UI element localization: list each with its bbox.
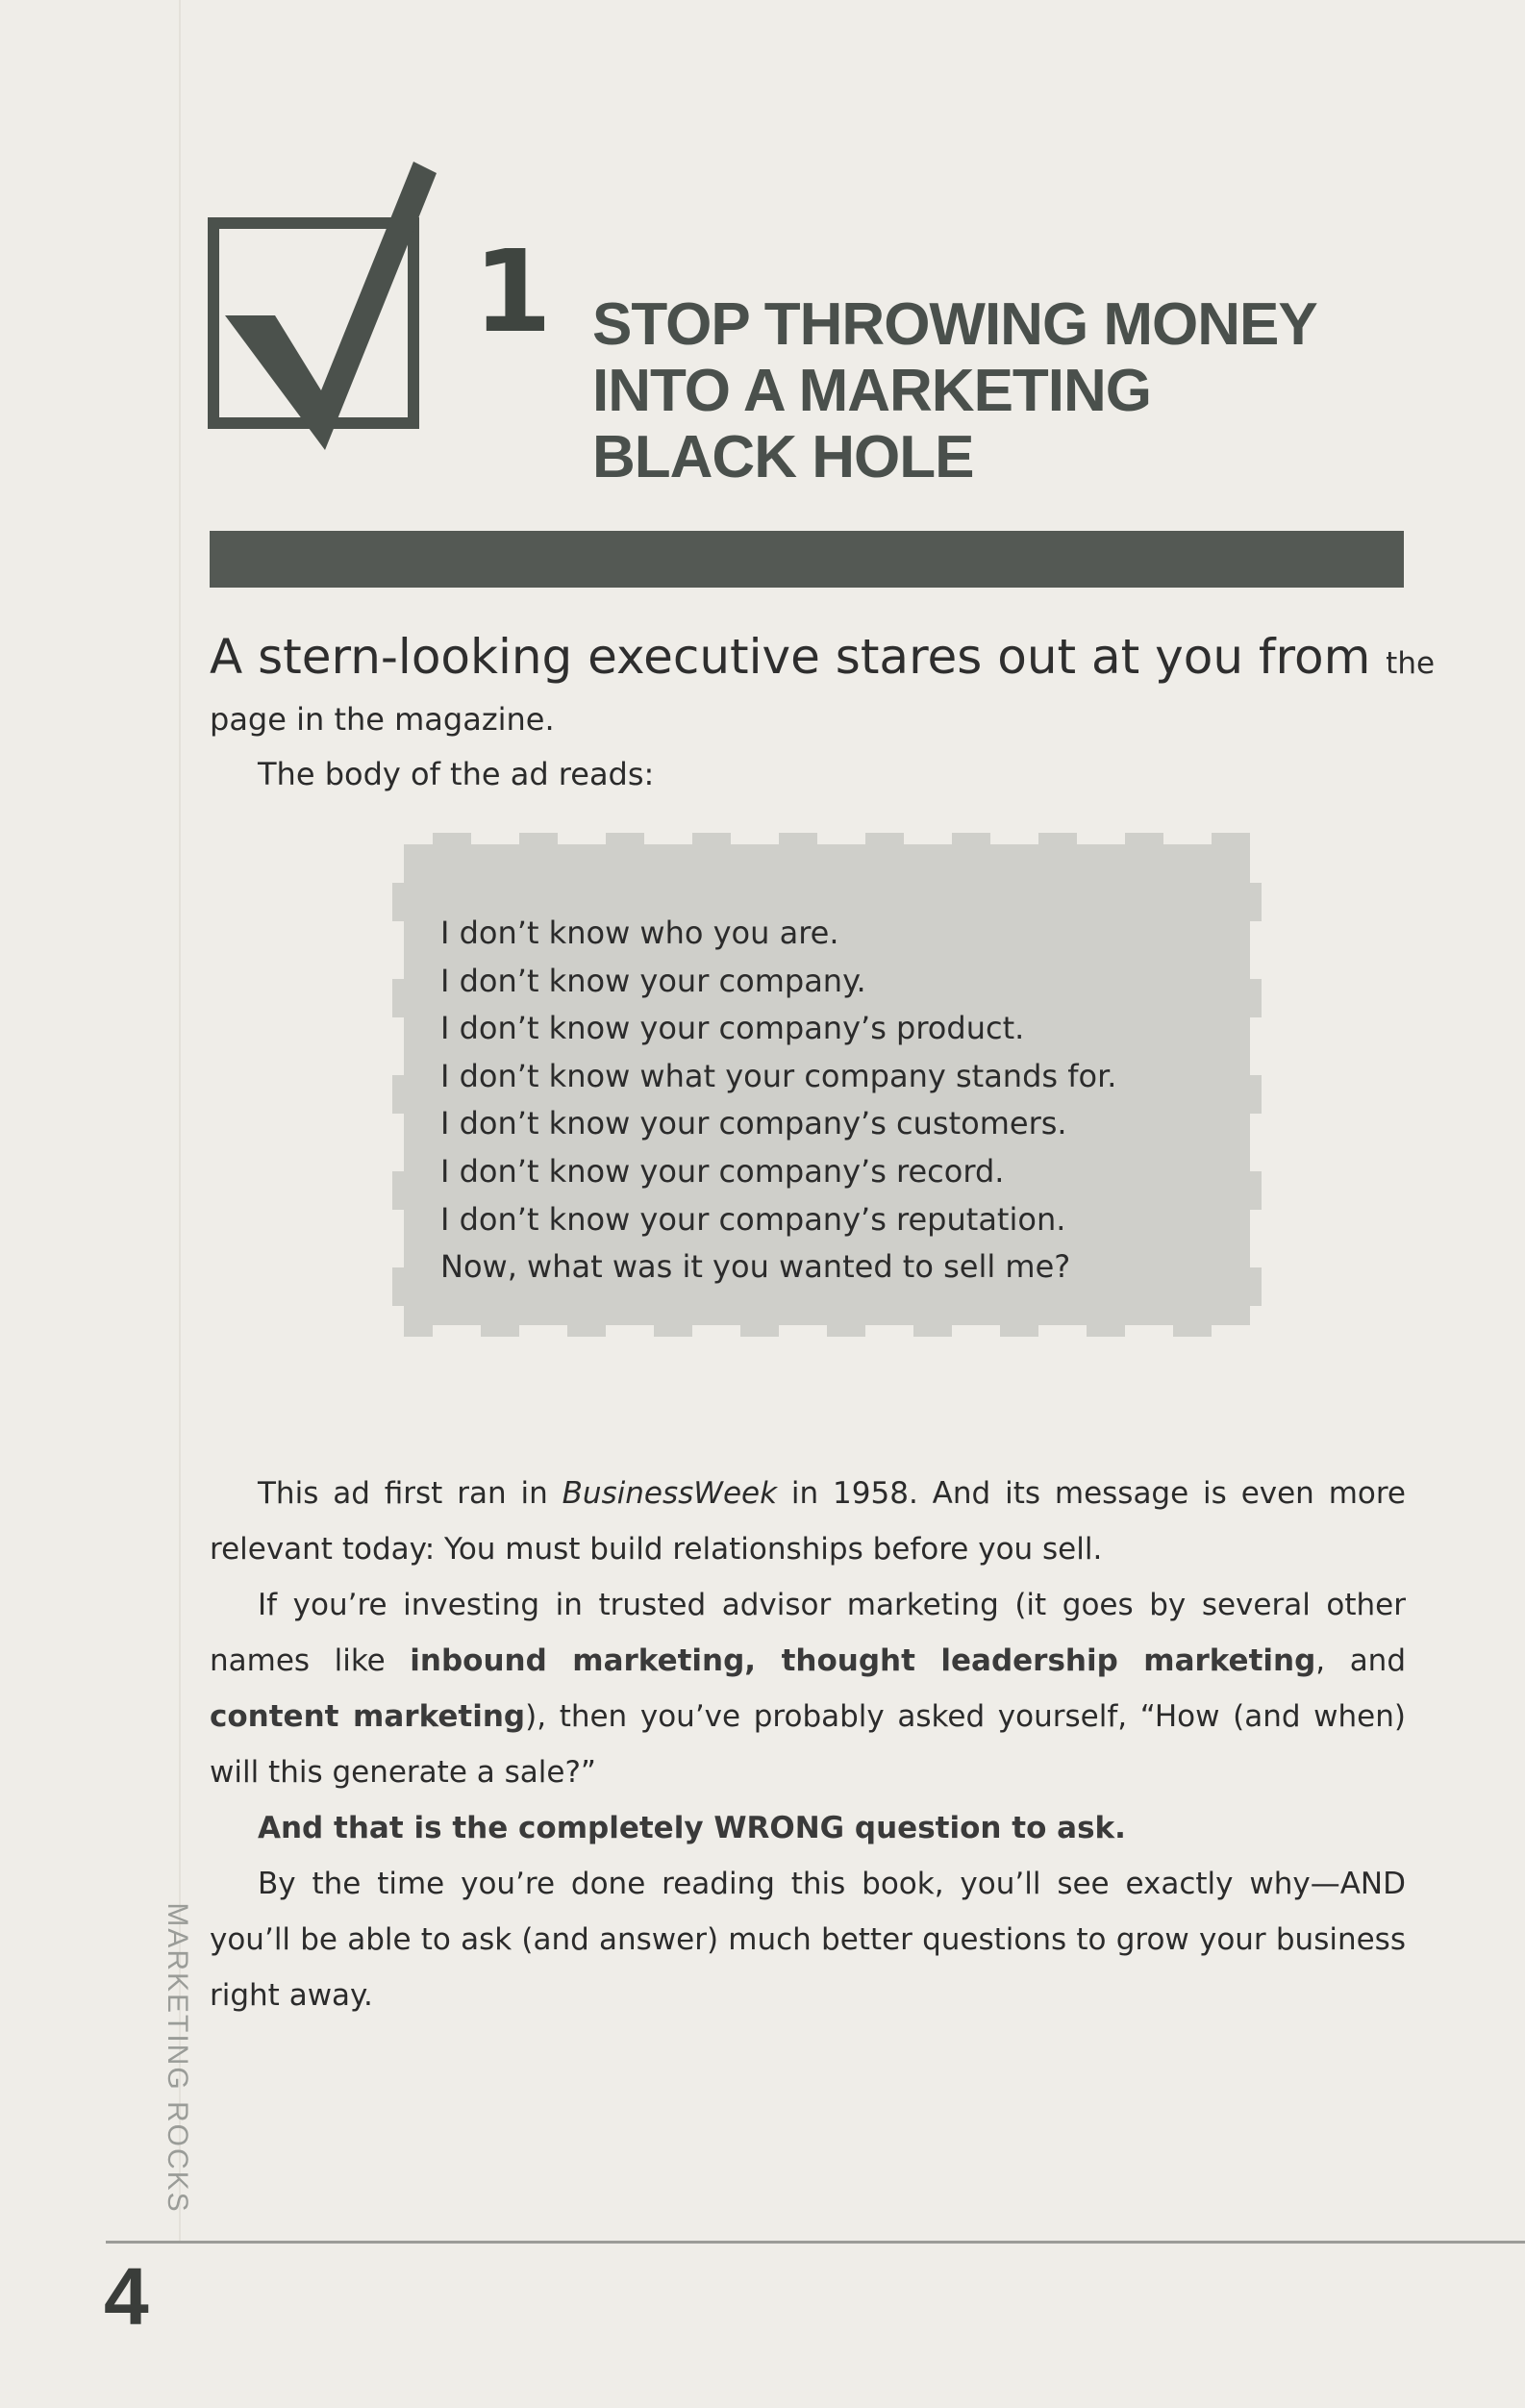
emphasis-paragraph: And that is the completely WRONG question to ask. bbox=[258, 1811, 1126, 1845]
running-book-title bbox=[150, 1856, 204, 2260]
body-text bbox=[210, 1466, 1406, 2023]
lead-line: The body of the ad reads: bbox=[258, 756, 655, 792]
ad-line: I don’t know who you are. bbox=[440, 915, 839, 951]
ad-line: I don’t know your company’s customers. bbox=[440, 1105, 1067, 1142]
ad-line: I don’t know your company. bbox=[440, 962, 866, 999]
text: ), then you’ve probably asked yourself, “How (and when) will this generate a sale?” bbox=[210, 1699, 1407, 1790]
chapter-title-line: INTO A MARKETING bbox=[592, 358, 1152, 424]
chapter-title-line: BLACK HOLE bbox=[592, 424, 974, 490]
text: in 1958. And its message is even more relevant today: You must build relationships before you sell. bbox=[210, 1476, 1406, 1567]
footer-rule bbox=[106, 2241, 1525, 2244]
ad-copy bbox=[440, 910, 1229, 1292]
text: , and bbox=[1315, 1643, 1407, 1678]
highlight-term: content marketing bbox=[210, 1699, 526, 1734]
lead-small-text: the bbox=[1386, 646, 1436, 681]
paragraph: By the time you’re done reading this book, you’ll see exactly why—AND you’ll be able to ask (and answer) much better questions to grow your business right away. bbox=[210, 1867, 1406, 2013]
title-bar bbox=[210, 531, 1404, 588]
paragraph bbox=[210, 1466, 1406, 1577]
magazine-name: BusinessWeek bbox=[562, 1476, 778, 1511]
page-number: 4 bbox=[104, 2251, 149, 2342]
chapter-number: 1 bbox=[473, 225, 553, 358]
ad-line: I don’t know your company’s record. bbox=[440, 1152, 1005, 1190]
checkbox-check-icon bbox=[206, 162, 437, 450]
text: If you’re investing in trusted advisor marketing (it goes by several other names like bbox=[210, 1588, 1406, 1678]
lead-sentence bbox=[210, 627, 1436, 693]
ad-line: Now, what was it you wanted to sell me? bbox=[440, 1248, 1071, 1286]
chapter-title bbox=[592, 291, 1419, 490]
highlight-term: inbound marketing, thought leadership marketing bbox=[410, 1643, 1316, 1678]
chapter-title-line: STOP THROWING MONEY bbox=[592, 291, 1317, 358]
book-title-text: MARKETING ROCKS bbox=[162, 1902, 193, 2214]
ad-line: I don’t know what your company stands for. bbox=[440, 1057, 1117, 1094]
lead-line: page in the magazine. bbox=[210, 701, 555, 738]
paragraph bbox=[210, 1577, 1406, 1800]
lead-large-text: A stern-looking executive stares out at you from bbox=[210, 629, 1387, 685]
ad-line: I don’t know your company’s product. bbox=[440, 1010, 1025, 1047]
text: This ad first ran in bbox=[258, 1476, 562, 1511]
ad-line: I don’t know your company’s reputation. bbox=[440, 1200, 1066, 1238]
